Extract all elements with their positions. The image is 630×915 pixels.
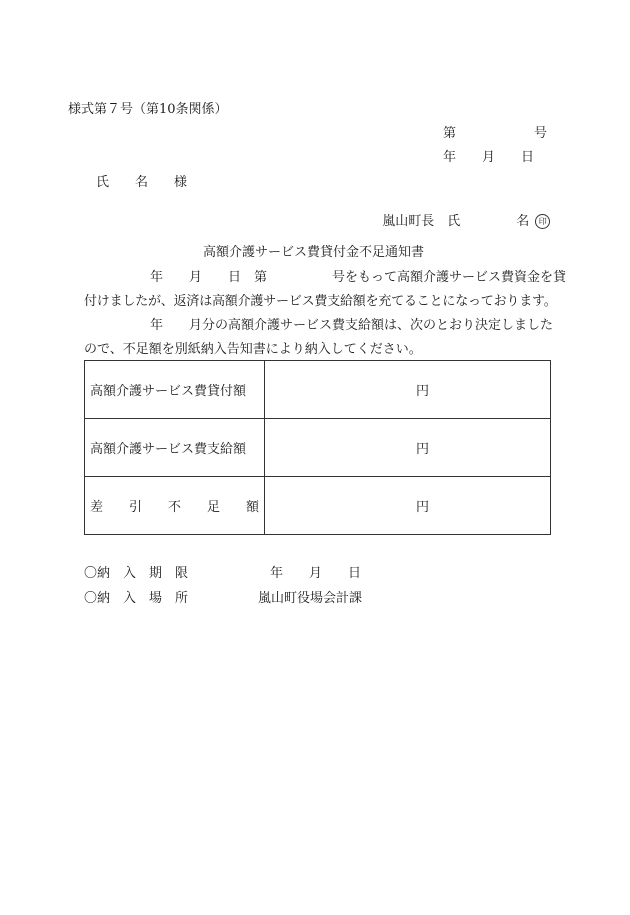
amount-table [84, 360, 551, 535]
recipient-name: 氏 名 様 [96, 175, 188, 190]
yen-unit: 円 [415, 500, 429, 515]
loan-amount-cell [265, 361, 551, 419]
benefit-amount-label: 高額介護サービス費支給額 [85, 419, 265, 477]
yen-unit: 円 [415, 442, 429, 457]
table-row [85, 477, 551, 535]
issue-date-line: 年 月 日 [443, 150, 535, 165]
document-title: 高額介護サービス費貸付金不足通知書 [203, 245, 425, 260]
payment-deadline-value: 年 月 日 [270, 566, 362, 581]
shortfall-cell [265, 477, 551, 535]
benefit-amount-cell [265, 419, 551, 477]
document-number-line: 第 号 [443, 126, 548, 141]
payment-place-label: 〇納 入 場 所 [84, 591, 189, 606]
body-line-4: ので、不足額を別紙納入告知書により納入してください。 [84, 342, 422, 357]
body-line-3: 年 月分の高額介護サービス費支給額は、次のとおり決定しました [150, 318, 554, 333]
table-row [85, 419, 551, 477]
shortfall-label: 差 引 不 足 額 [85, 477, 265, 535]
sender-title: 嵐山町長 氏 [382, 214, 461, 229]
seal-mark: 印 [535, 214, 550, 229]
payment-place-value: 嵐山町役場会計課 [258, 591, 363, 606]
payment-deadline-label: 〇納 入 期 限 [84, 566, 189, 581]
sender-name-label: 名 [516, 214, 530, 229]
body-line-1: 年 月 日 第 号をもって高額介護サービス費資金を貸 [150, 270, 567, 285]
body-line-2: 付けましたが、返済は高額介護サービス費支給額を充てることになっております。 [84, 294, 557, 309]
yen-unit: 円 [415, 384, 429, 399]
table-row [85, 361, 551, 419]
loan-amount-label: 高額介護サービス費貸付額 [85, 361, 265, 419]
form-number: 様式第７号（第10条関係） [68, 102, 228, 117]
sender-block [374, 198, 550, 230]
